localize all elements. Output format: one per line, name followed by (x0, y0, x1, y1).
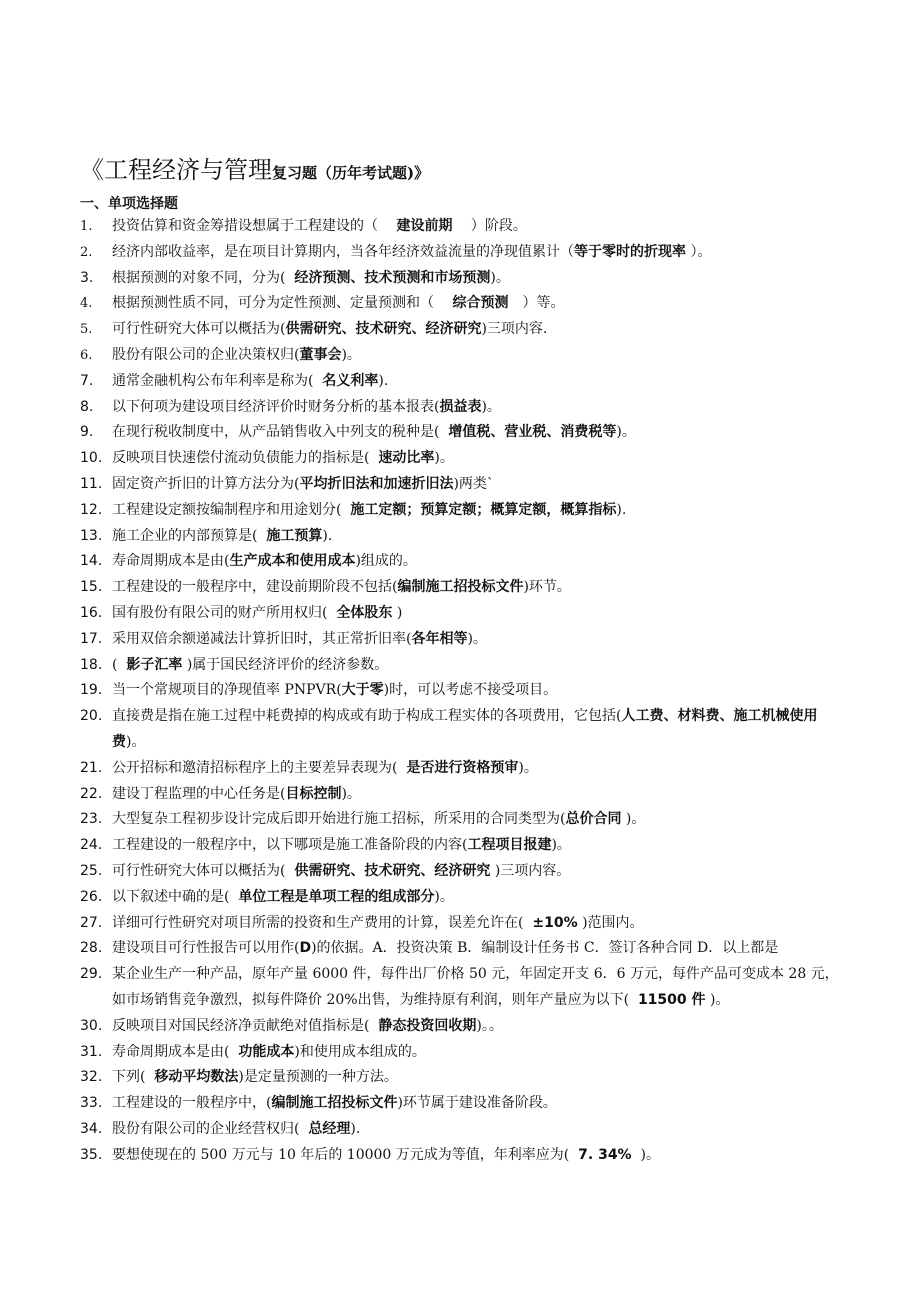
question-answer: 编制施工招投标文件 (397, 579, 524, 596)
question-answer: 编制施工招投标文件 (271, 1095, 398, 1112)
question-answer: 11500 件 (637, 991, 706, 1008)
question-number: 11. (80, 475, 103, 492)
question-item (80, 1014, 850, 1040)
question-tail: )。 (621, 811, 646, 828)
question-number: 25. (80, 862, 103, 879)
question-number: 9. (80, 424, 94, 441)
question-tail: )。 (434, 888, 454, 905)
question-item (80, 678, 850, 704)
question-stem: 根据预测性质不同，可分为定性预测、定量预测和（ (112, 295, 453, 312)
question-stem: 经济内部收益率，是在项目计算期内，当各年经济效益流量的净现值累计（ (112, 243, 574, 260)
question-item (80, 369, 850, 395)
question-item (80, 549, 850, 575)
question-text (112, 472, 850, 498)
question-item (80, 1143, 850, 1169)
question-item (80, 782, 850, 808)
question-tail: )。。 (476, 1017, 503, 1034)
question-text (112, 266, 850, 292)
question-stem: 详细可行性研究对项目所需的投资和生产费用的计算，误差允许在( (112, 914, 533, 931)
question-number: 14. (80, 553, 103, 570)
section-heading: 一、单项选择题 (80, 196, 178, 212)
question-stem: 国有股份有限公司的财产所用权归( (112, 604, 337, 621)
question-text (112, 420, 850, 446)
question-tail: )。 (434, 450, 454, 467)
question-text (112, 1143, 850, 1169)
question-tail: )范围内。 (577, 914, 644, 931)
question-stem: 投资估算和资金筹措设想属于工程建设的（ (112, 218, 397, 234)
question-number: 10. (80, 450, 103, 467)
question-item (80, 291, 850, 317)
question-item (80, 807, 850, 833)
question-text (112, 1065, 850, 1091)
question-text (112, 214, 850, 240)
question-stem: 直接费是指在施工过程中耗费掉的构成或有助于构成工程实体的各项费用，它包括( (112, 708, 622, 725)
question-number: 33. (80, 1095, 103, 1112)
question-text (112, 627, 850, 653)
question-item (80, 859, 850, 885)
question-tail: )。 (126, 733, 146, 750)
question-answer: 全体股东 (336, 604, 393, 621)
question-tail: )。 (490, 269, 510, 286)
question-text (112, 936, 850, 962)
question-text (112, 601, 850, 627)
question-item (80, 240, 850, 266)
question-answer: 单位工程是单项工程的组成部分 (238, 888, 435, 905)
question-text (112, 1040, 850, 1066)
question-number: 8. (80, 398, 94, 415)
question-item (80, 472, 850, 498)
question-answer: 影子汇率 (126, 656, 183, 673)
question-tail: )三项内容。 (490, 862, 571, 879)
question-answer: D (299, 940, 312, 957)
question-number: 2. (80, 244, 93, 260)
question-answer: 增值税、营业税、消费税等 (448, 424, 617, 441)
question-answer: 速动比率 (378, 450, 435, 467)
question-stem: 大型复杂工程初步设计完成后即开始进行施工招标，所采用的合同类型为( (112, 811, 566, 828)
question-text (112, 807, 850, 833)
question-text (112, 1117, 850, 1143)
question-stem: 寿命周期成本是由( (112, 553, 230, 570)
question-stem: 反映项目对国民经济净贡献绝对值指标是( (112, 1017, 379, 1034)
question-answer: 损益表 (439, 398, 482, 415)
question-number: 7. (80, 372, 94, 389)
question-number: 27. (80, 914, 103, 931)
question-text (112, 369, 850, 395)
question-text (112, 833, 850, 859)
question-stem: 建设项目可行性报告可以用作( (112, 940, 300, 957)
question-answer: 平均折旧法和加速折旧法 (299, 475, 454, 492)
question-tail: )。 (705, 991, 730, 1008)
question-stem: 根据预测的对象不同，分为( (112, 269, 295, 286)
question-item (80, 1065, 850, 1091)
question-answer: 静态投资回收期 (378, 1017, 477, 1034)
question-stem: 以下叙述中确的是( (112, 888, 239, 905)
question-tail: )。 (467, 630, 487, 647)
question-tail: ). (350, 1120, 361, 1137)
question-number: 21. (80, 759, 103, 776)
question-item (80, 704, 850, 756)
question-answer: 目标控制 (285, 785, 342, 802)
title-main: 《工程经济与管理 (80, 156, 272, 184)
question-text (112, 782, 850, 808)
title-suffix: 复习题（历年考试题)》 (272, 164, 430, 182)
question-answer: 建设前期 (396, 218, 453, 234)
question-item (80, 343, 850, 369)
question-tail: ). (378, 372, 389, 389)
question-item (80, 575, 850, 601)
question-tail: ）阶段。 (452, 218, 527, 234)
question-answer: 供需研究、技术研究、经济研究 (294, 862, 491, 879)
question-answer: 生产成本和使用成本 (229, 553, 356, 570)
question-text (112, 704, 850, 756)
question-text (112, 291, 850, 317)
question-item (80, 446, 850, 472)
question-answer: 综合预测 (452, 295, 509, 312)
question-answer: 7. 34% (578, 1146, 632, 1163)
question-answer: 各年相等 (411, 630, 468, 647)
question-item (80, 885, 850, 911)
question-number: 31. (80, 1043, 103, 1060)
question-stem: 采用双倍余额递减法计算折旧时，其正常折旧率( (112, 630, 412, 647)
question-answer: 名义利率 (322, 372, 379, 389)
question-tail: )。 (551, 837, 571, 854)
question-number: 1. (80, 219, 93, 234)
question-text (112, 498, 850, 524)
question-text (112, 756, 850, 782)
question-number: 16. (80, 604, 103, 621)
question-tail: )。 (341, 785, 361, 802)
question-stem: 下列( (112, 1069, 155, 1086)
question-stem: 以下何项为建设项目经济评价时财务分析的基本报表( (112, 398, 440, 415)
question-stem: 工程建设定额按编制程序和用途划分( (112, 501, 351, 518)
question-stem: 工程建设的一般程序中，( (112, 1095, 272, 1112)
question-number: 30. (80, 1017, 103, 1034)
question-item (80, 756, 850, 782)
question-stem: 在现行税收制度中，从产品销售收入中列支的税种是( (112, 424, 449, 441)
question-number: 24. (80, 837, 103, 854)
question-stem: 可行性研究大体可以概括为( (112, 321, 286, 338)
question-tail: )。 (631, 1146, 660, 1163)
question-item (80, 911, 850, 937)
question-answer: 施工定额；预算定额；概算定额，概算指标 (350, 501, 617, 518)
question-text (112, 524, 850, 550)
question-number: 32. (80, 1069, 103, 1086)
question-item (80, 498, 850, 524)
question-text (112, 653, 850, 679)
question-number: 19. (80, 682, 103, 699)
question-number: 29. (80, 966, 103, 983)
question-stem: 工程建设的一般程序中，以下哪项是施工准备阶段的内容( (112, 837, 468, 854)
question-answer: 总价合同 (565, 811, 622, 828)
question-text (112, 859, 850, 885)
question-text (112, 885, 850, 911)
question-number: 20. (80, 708, 103, 725)
question-number: 34. (80, 1120, 103, 1137)
question-stem: 通常金融机构公布年利率是称为( (112, 372, 323, 389)
question-item (80, 317, 850, 343)
question-item (80, 266, 850, 292)
question-number: 18. (80, 656, 103, 673)
question-text (112, 575, 850, 601)
question-number: 3. (80, 269, 94, 286)
question-answer: ±10% (532, 914, 578, 931)
question-stem: 股份有限公司的企业经营权归( (112, 1120, 309, 1137)
question-item (80, 1091, 850, 1117)
question-stem: 公开招标和邀清招标程序上的主要差异表现为( (112, 759, 407, 776)
question-stem: 当一个常规项目的净现值率 PNPVR( (112, 682, 342, 699)
question-number: 6. (80, 347, 93, 363)
question-text (112, 343, 850, 369)
question-text (112, 446, 850, 472)
question-tail: )。 (481, 398, 501, 415)
question-stem: ( (112, 656, 127, 673)
question-stem: 建设丁程监理的中心任务是( (112, 785, 286, 802)
question-tail: )属于国民经济评价的经济参数。 (182, 656, 389, 673)
question-stem: 固定资产折旧的计算方法分为( (112, 475, 300, 492)
question-tail: )环节。 (523, 579, 571, 596)
question-answer: 施工预算 (266, 527, 323, 544)
question-list (80, 214, 850, 1168)
question-item (80, 524, 850, 550)
question-tail: )的依据。A．投资决策 B．编制设计任务书 C．签订各种合同 D．以上都是 (311, 940, 779, 957)
question-stem: 股份有限公司的企业决策权归( (112, 346, 300, 363)
question-text (112, 962, 850, 1014)
question-tail: )三项内容. (481, 321, 548, 338)
question-tail: ）等。 (508, 295, 565, 312)
question-answer: 人工费、材料费、施工机械使用费 (112, 708, 818, 750)
question-stem: 可行性研究大体可以概括为( (112, 862, 295, 879)
question-item (80, 420, 850, 446)
question-item (80, 1040, 850, 1066)
question-tail: )两类` (453, 475, 494, 492)
question-answer: 总经理 (308, 1120, 351, 1137)
question-item (80, 214, 850, 240)
question-stem: 某企业生产一种产品，原年产量 6000 件，每件出厂价格 50 元，年固定开支 6．6 万元，每件产品可变成本 28 元，如市场销售竞争激烈，拟每件降价 20%出售，为维持原有利润，则年产量应为以下( (112, 966, 839, 1008)
question-stem: 工程建设的一般程序中，建设前期阶段不包括( (112, 579, 398, 596)
question-stem: 反映项目快速偿付流动负债能力的指标是( (112, 450, 379, 467)
question-text (112, 317, 850, 343)
question-number: 5. (80, 322, 93, 338)
question-number: 35. (80, 1146, 103, 1163)
question-number: 12. (80, 501, 103, 518)
question-item (80, 936, 850, 962)
question-text (112, 678, 850, 704)
question-tail: ). (616, 501, 627, 518)
question-tail: )。 (616, 424, 636, 441)
question-tail: )时，可以考虑不接受项目。 (383, 682, 558, 699)
question-answer: 移动平均数法 (154, 1069, 239, 1086)
question-item (80, 1117, 850, 1143)
question-tail: )组成的。 (355, 553, 417, 570)
question-tail: ) (392, 604, 403, 621)
question-stem: 寿命周期成本是由( (112, 1043, 239, 1060)
question-text (112, 1014, 850, 1040)
question-item (80, 395, 850, 421)
document-title (80, 150, 429, 185)
question-tail: )。 (341, 346, 361, 363)
question-item (80, 627, 850, 653)
question-answer: 供需研究、技术研究、经济研究 (285, 321, 482, 338)
question-number: 23. (80, 811, 103, 828)
question-text (112, 240, 850, 266)
question-item (80, 962, 850, 1014)
question-number: 15. (80, 579, 103, 596)
question-number: 17. (80, 630, 103, 647)
question-answer: 大于零 (341, 682, 384, 699)
question-tail: )是定量预测的一种方法。 (238, 1069, 398, 1086)
question-tail: )。 (518, 759, 538, 776)
question-number: 26. (80, 888, 103, 905)
question-item (80, 601, 850, 627)
question-tail: )环节属于建设准备阶段。 (397, 1095, 557, 1112)
question-stem: 要想使现在的 500 万元与 10 年后的 10000 万元成为等值，年利率应为( (112, 1146, 579, 1163)
question-number: 22. (80, 785, 103, 802)
question-text (112, 549, 850, 575)
question-number: 4. (80, 296, 93, 312)
question-answer: 功能成本 (238, 1043, 295, 1060)
question-text (112, 911, 850, 937)
question-tail: ）。 (686, 243, 712, 260)
question-answer: 工程项目报建 (467, 837, 552, 854)
question-text (112, 395, 850, 421)
question-answer: 经济预测、技术预测和市场预测 (294, 269, 491, 286)
question-tail: ). (322, 527, 333, 544)
question-item (80, 653, 850, 679)
question-number: 13. (80, 527, 103, 544)
question-stem: 施工企业的内部预算是( (112, 527, 267, 544)
question-tail: )和使用成本组成的。 (294, 1043, 426, 1060)
question-answer: 等于零时的折现率 (574, 243, 686, 260)
question-number: 28. (80, 940, 103, 957)
question-answer: 是否进行资格预审 (406, 759, 519, 776)
question-text (112, 1091, 850, 1117)
question-answer: 董事会 (299, 346, 342, 363)
question-item (80, 833, 850, 859)
